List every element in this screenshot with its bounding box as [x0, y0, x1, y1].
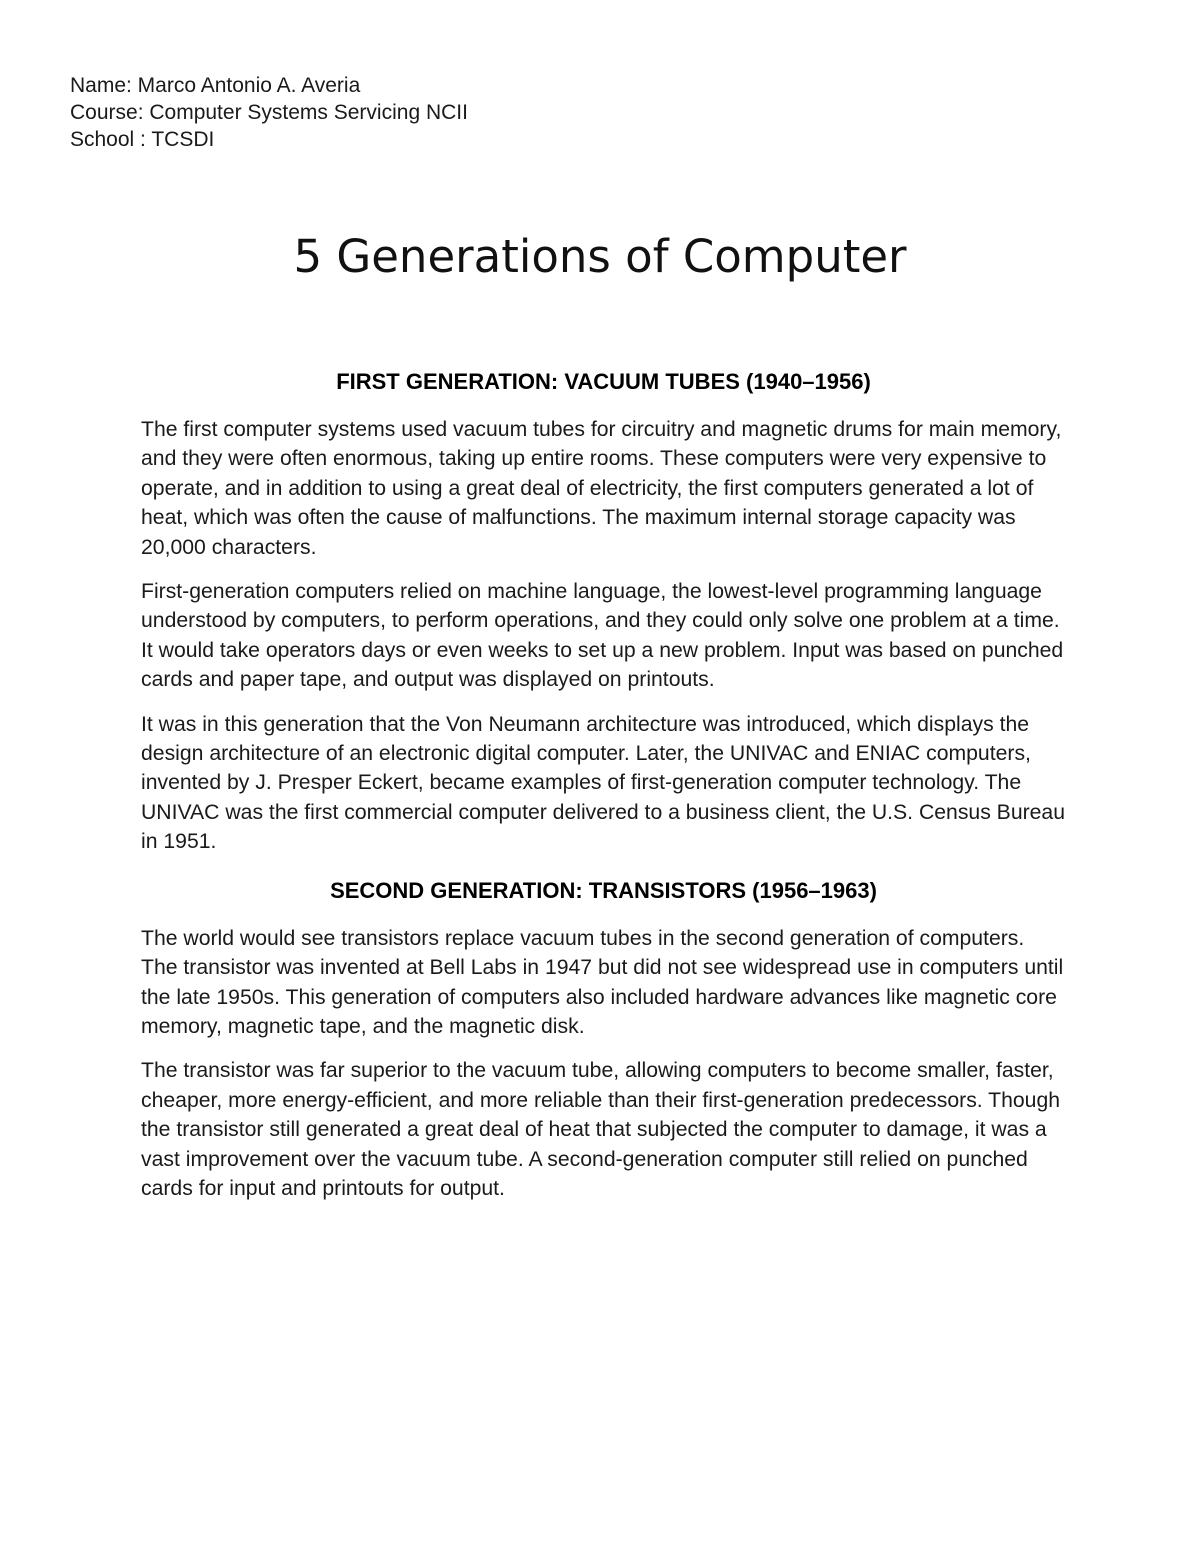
school-line: School : TCSDI [70, 128, 215, 151]
section-second-generation [141, 877, 1066, 1204]
paragraph: The transistor was far superior to the vacuum tube, allowing computers to become smaller, faster, cheaper, more energy-efficient, and more reliable than their first-generation predecessors. Though the transistor still generated a great deal of heat that subjected the computer to damage, it was a vast improvement over the vacuum tube. A second-generation computer still relied on punched cards for input and printouts for output. [141, 1059, 1061, 1200]
section-heading: SECOND GENERATION: TRANSISTORS (1956–1963) [330, 877, 877, 903]
author-name-line: Name: Marco Antonio A. Averia [70, 74, 361, 97]
section-heading: FIRST GENERATION: VACUUM TUBES (1940–1956) [336, 369, 871, 394]
section-first-generation [141, 368, 1066, 857]
paragraph: The first computer systems used vacuum tubes for circuitry and magnetic drums for main memory, and they were often enormous, taking up entire rooms. These computers were very expensive to operate, and in addition to using a great deal of electricity, the first computers generated a lot of heat, which was often the cause of malfunctions. The maximum internal storage capacity was 20,000 characters. [141, 418, 1062, 559]
course-line: Course: Computer Systems Servicing NCII [70, 101, 468, 124]
paragraph: The world would see transistors replace vacuum tubes in the second generation of computers. The transistor was invented at Bell Labs in 1947 but did not see widespread use in computers until the late 1950s. This generation of computers also included hardware advances like magnetic core memory, magnetic tape, and the magnetic disk. [141, 926, 1064, 1038]
author-info [70, 72, 468, 153]
document-body [141, 368, 1066, 1218]
paragraph: First-generation computers relied on machine language, the lowest-level programming language understood by computers, to perform operations, and they could only solve one problem at a time. It would take operators days or even weeks to set up a new problem. Input was based on punched cards and paper tape, and output was displayed on printouts. [141, 580, 1064, 692]
paragraph: It was in this generation that the Von Neumann architecture was introduced, which displays the design architecture of an electronic digital computer. Later, the UNIVAC and ENIAC computers, invented by J. Presper Eckert, became examples of first-generation computer technology. The UNIVAC was the first commercial computer delivered to a business client, the U.S. Census Bureau in 1951. [141, 712, 1066, 854]
document-title: 5 Generations of Computer [293, 230, 907, 283]
